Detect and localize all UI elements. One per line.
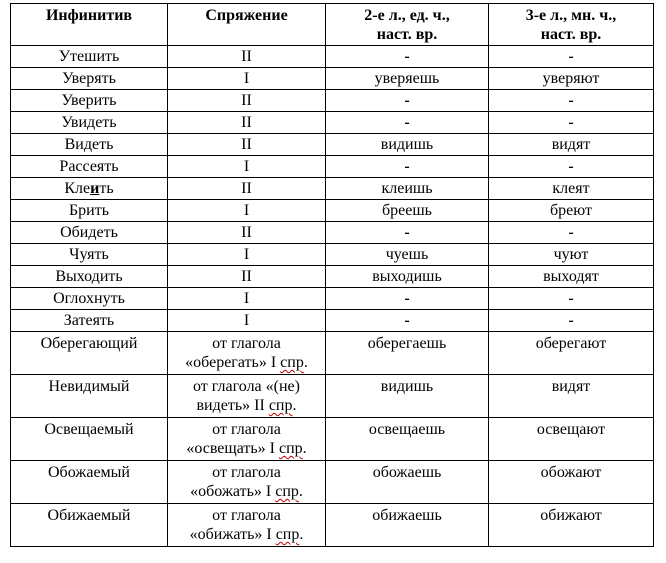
cell-infinitive: Увидеть xyxy=(11,112,168,134)
cell-second-person: - xyxy=(326,288,489,310)
cell-second-person: - xyxy=(326,46,489,68)
header-infinitive: Инфинитив xyxy=(11,4,168,46)
cell-third-person: видят xyxy=(489,375,654,418)
cell-third-person: освещают xyxy=(489,418,654,461)
table-row xyxy=(11,178,654,200)
infinitive-part: ть xyxy=(99,180,114,197)
cell-third-person: - xyxy=(489,222,654,244)
origin-line1: от глагола xyxy=(212,507,281,524)
cell-conjugation: I xyxy=(168,244,326,266)
table-row xyxy=(11,156,654,178)
table-row xyxy=(11,112,654,134)
cell-infinitive: Уверять xyxy=(11,68,168,90)
origin-line1: от глагола xyxy=(212,335,281,352)
origin-spell: спр xyxy=(275,526,300,543)
cell-second-person: освещаешь xyxy=(326,418,489,461)
cell-second-person: выходишь xyxy=(326,266,489,288)
origin-line2: «освещать» I xyxy=(186,440,279,457)
cell-infinitive: Уверить xyxy=(11,90,168,112)
origin-line2: видеть» II xyxy=(196,397,269,414)
cell-participle: Освещаемый xyxy=(11,418,168,461)
cell-participle: Оберегающий xyxy=(11,332,168,375)
header-second-person xyxy=(326,4,489,46)
table-row xyxy=(11,200,654,222)
header-third-person-line1: 3-е л., мн. ч., xyxy=(525,7,617,24)
cell-second-person: видишь xyxy=(326,375,489,418)
cell-conjugation: I xyxy=(168,200,326,222)
header-third-person xyxy=(489,4,654,46)
cell-participle: Невидимый xyxy=(11,375,168,418)
table-row xyxy=(11,46,654,68)
cell-infinitive: Выходить xyxy=(11,266,168,288)
table-row xyxy=(11,134,654,156)
origin-spell: спр xyxy=(275,483,299,500)
cell-third-person: чуют xyxy=(489,244,654,266)
cell-second-person: обожаешь xyxy=(326,461,489,504)
origin-line1: от глагола xyxy=(212,464,281,481)
cell-conjugation: II xyxy=(168,222,326,244)
cell-second-person: - xyxy=(326,222,489,244)
origin-end: . xyxy=(292,397,297,414)
infinitive-part: Кле xyxy=(64,180,91,197)
table-row xyxy=(11,288,654,310)
cell-second-person: чуешь xyxy=(326,244,489,266)
cell-infinitive: Чуять xyxy=(11,244,168,266)
cell-second-person: оберегаешь xyxy=(326,332,489,375)
cell-third-person: - xyxy=(489,288,654,310)
header-second-person-line2: наст. вр. xyxy=(376,26,438,43)
cell-conjugation: I xyxy=(168,156,326,178)
cell-third-person: бреют xyxy=(489,200,654,222)
origin-line2: «обижать» I xyxy=(189,526,276,543)
cell-conjugation: II xyxy=(168,266,326,288)
origin-end: . xyxy=(302,440,307,457)
cell-third-person: - xyxy=(489,46,654,68)
cell-third-person: обожают xyxy=(489,461,654,504)
cell-conjugation: II xyxy=(168,46,326,68)
cell-infinitive xyxy=(11,178,168,200)
cell-infinitive: Затеять xyxy=(11,310,168,332)
table-row xyxy=(11,310,654,332)
table-row xyxy=(11,68,654,90)
header-row xyxy=(11,4,654,46)
cell-participle: Обижаемый xyxy=(11,504,168,547)
table-row xyxy=(11,222,654,244)
origin-end: . xyxy=(303,354,308,371)
cell-second-person: уверяешь xyxy=(326,68,489,90)
cell-conjugation: I xyxy=(168,310,326,332)
origin-line1: от глагола «(не) xyxy=(193,378,300,395)
cell-second-person: видишь xyxy=(326,134,489,156)
cell-third-person: - xyxy=(489,112,654,134)
cell-third-person: клеят xyxy=(489,178,654,200)
cell-third-person: выходят xyxy=(489,266,654,288)
cell-infinitive: Утешить xyxy=(11,46,168,68)
cell-third-person: оберегают xyxy=(489,332,654,375)
cell-third-person: уверяют xyxy=(489,68,654,90)
table-row xyxy=(11,375,654,418)
table-row xyxy=(11,90,654,112)
cell-origin xyxy=(168,418,326,461)
table-row xyxy=(11,504,654,547)
origin-line2: «оберегать» I xyxy=(185,354,281,371)
cell-conjugation: II xyxy=(168,134,326,156)
cell-infinitive: Оглохнуть xyxy=(11,288,168,310)
cell-origin xyxy=(168,504,326,547)
infinitive-stressed-letter: и xyxy=(90,180,100,197)
origin-spell: спр xyxy=(279,440,303,457)
cell-third-person: видят xyxy=(489,134,654,156)
table-row xyxy=(11,461,654,504)
origin-line1: от глагола xyxy=(212,421,281,438)
cell-conjugation: II xyxy=(168,112,326,134)
cell-second-person: - xyxy=(326,112,489,134)
origin-end: . xyxy=(298,483,303,500)
cell-conjugation: I xyxy=(168,68,326,90)
cell-conjugation: I xyxy=(168,288,326,310)
cell-second-person: - xyxy=(326,156,489,178)
table-row xyxy=(11,244,654,266)
header-third-person-line2: наст. вр. xyxy=(540,26,602,43)
header-second-person-line1: 2-е л., ед. ч., xyxy=(364,7,450,24)
cell-infinitive: Обидеть xyxy=(11,222,168,244)
cell-infinitive: Рассеять xyxy=(11,156,168,178)
conjugation-table xyxy=(10,3,654,547)
origin-spell: спр xyxy=(280,354,304,371)
cell-second-person: бреешь xyxy=(326,200,489,222)
cell-infinitive: Брить xyxy=(11,200,168,222)
cell-origin xyxy=(168,332,326,375)
cell-infinitive: Видеть xyxy=(11,134,168,156)
cell-conjugation: II xyxy=(168,178,326,200)
cell-second-person: клеишь xyxy=(326,178,489,200)
cell-second-person: - xyxy=(326,90,489,112)
table-row xyxy=(11,266,654,288)
cell-second-person: обижаешь xyxy=(326,504,489,547)
cell-participle: Обожаемый xyxy=(11,461,168,504)
cell-third-person: обижают xyxy=(489,504,654,547)
origin-spell: спр xyxy=(268,397,293,414)
cell-third-person: - xyxy=(489,90,654,112)
table-row xyxy=(11,418,654,461)
cell-third-person: - xyxy=(489,156,654,178)
table-row xyxy=(11,332,654,375)
origin-line2: «обожать» I xyxy=(190,483,276,500)
cell-origin xyxy=(168,375,326,418)
cell-third-person: - xyxy=(489,310,654,332)
cell-second-person: - xyxy=(326,310,489,332)
cell-origin xyxy=(168,461,326,504)
cell-conjugation: II xyxy=(168,90,326,112)
origin-end: . xyxy=(299,526,304,543)
header-conjugation: Спряжение xyxy=(168,4,326,46)
